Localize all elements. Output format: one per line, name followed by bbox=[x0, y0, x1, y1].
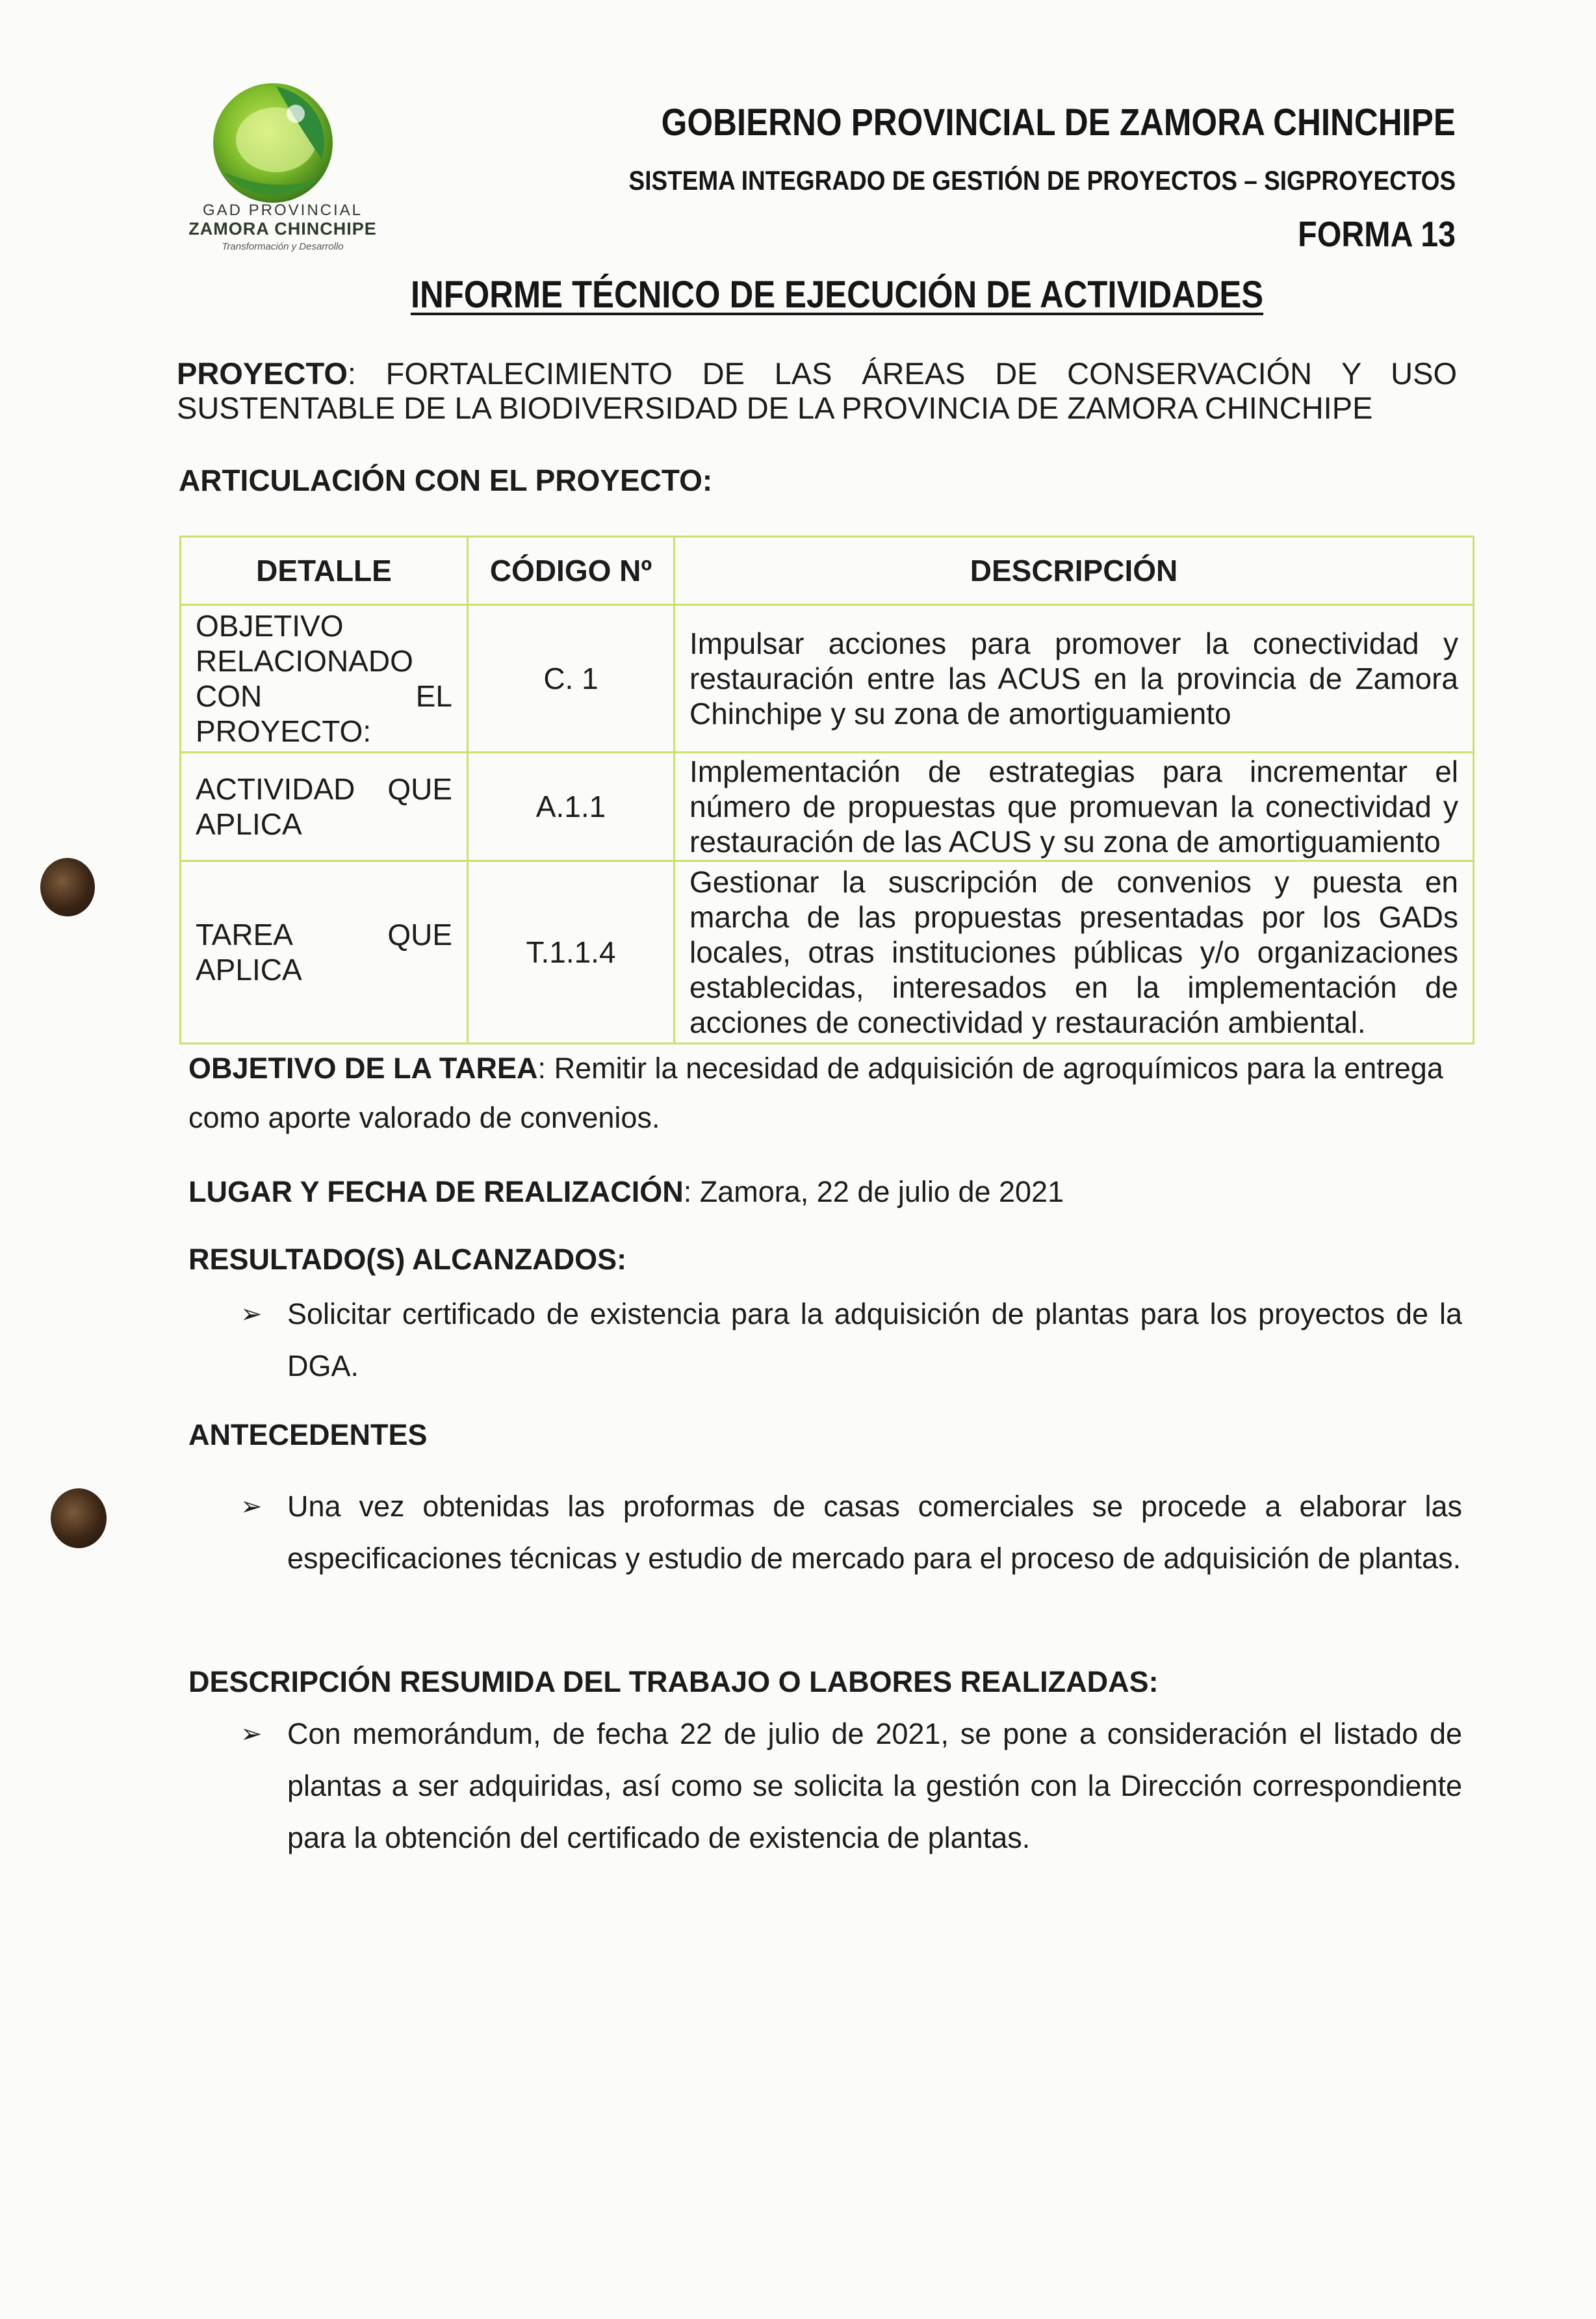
list-item bbox=[240, 1481, 1462, 1585]
header-description: DESCRIPCIÓN bbox=[675, 537, 1474, 605]
project-label: PROYECTO bbox=[177, 356, 348, 391]
articulation-heading: ARTICULACIÓN CON EL PROYECTO: bbox=[179, 463, 713, 497]
antecedents-heading: ANTECEDENTES bbox=[188, 1418, 428, 1451]
place-date-text: Zamora, 22 de julio de 2021 bbox=[699, 1175, 1064, 1208]
bullet-arrow-icon: ➢ bbox=[240, 1492, 263, 1521]
results-heading: RESULTADO(S) ALCANZADOS: bbox=[188, 1243, 627, 1276]
logo-text-gad: GAD PROVINCIAL bbox=[202, 201, 363, 219]
row-description: Impulsar acciones para promover la conectividad y restauración entre las ACUS en la provincia de Zamora Chinchipe y su zona de amortiguamiento bbox=[675, 605, 1474, 753]
binder-hole-bottom bbox=[51, 1488, 107, 1548]
logo-text-slogan: Transformación y Desarrollo bbox=[222, 241, 344, 252]
row-code: T.1.1.4 bbox=[468, 861, 675, 1044]
work-description-heading: DESCRIPCIÓN RESUMIDA DEL TRABAJO O LABORES REALIZADAS: bbox=[188, 1665, 1159, 1698]
task-objective: OBJETIVO DE LA TAREA: Remitir la necesidad de adquisición de agroquímicos para la entrega como aporte valorado de convenios. bbox=[188, 1052, 1443, 1134]
header-code: CÓDIGO Nº bbox=[468, 537, 675, 605]
bullet-arrow-icon: ➢ bbox=[240, 1720, 263, 1748]
row-detail: TAREA QUE APLICA bbox=[181, 861, 468, 1044]
list-item bbox=[240, 1708, 1462, 1864]
table-header-row bbox=[181, 537, 1474, 605]
task-objective-text: Remitir la necesidad de adquisición de agroquímicos para la entrega como aporte valorado de convenios. bbox=[188, 1052, 1443, 1134]
articulation-table bbox=[179, 536, 1474, 1044]
table-row bbox=[181, 753, 1474, 861]
report-title: INFORME TÉCNICO DE EJECUCIÓN DE ACTIVIDADES bbox=[411, 274, 1264, 316]
result-text: Solicitar certificado de existencia para la adquisición de plantas para los proyectos de la DGA. bbox=[287, 1297, 1462, 1382]
gad-logo bbox=[175, 75, 390, 270]
bullet-arrow-icon: ➢ bbox=[240, 1300, 263, 1328]
task-objective-label: OBJETIVO DE LA TAREA bbox=[188, 1052, 538, 1085]
work-description-text: Con memorándum, de fecha 22 de julio de 2021, se pone a consideración el listado de plantas a ser adquiridas, así como se solicita la gestión con la Dirección correspondiente para la obtención del certificado de existencia de plantas. bbox=[287, 1717, 1462, 1854]
place-date-label: LUGAR Y FECHA DE REALIZACIÓN bbox=[188, 1175, 684, 1208]
list-item bbox=[240, 1288, 1462, 1392]
row-description: Gestionar la suscripción de convenios y puesta en marcha de las propuestas presentadas por los GADs locales, otras instituciones públicas y/o organizaciones establecidas, interesados en la implementación de acciones de conectividad y restauración ambiental. bbox=[675, 861, 1474, 1044]
antecedent-text: Una vez obtenidas las proformas de casas comerciales se procede a elaborar las especificaciones técnicas y estudio de mercado para el proceso de adquisición de plantas. bbox=[287, 1490, 1462, 1575]
system-title: SISTEMA INTEGRADO DE GESTIÓN DE PROYECTOS – SIGPROYECTOS bbox=[628, 165, 1456, 196]
form-number: FORMA 13 bbox=[1298, 214, 1456, 254]
logo-text-province: ZAMORA CHINCHIPE bbox=[188, 219, 377, 239]
row-code: A.1.1 bbox=[468, 753, 675, 861]
row-detail: ACTIVIDAD QUE APLICA bbox=[181, 753, 468, 861]
table-row bbox=[181, 861, 1474, 1044]
place-date: LUGAR Y FECHA DE REALIZACIÓN: Zamora, 22 de julio de 2021 bbox=[188, 1175, 1064, 1208]
row-detail: OBJETIVO RELACIONADO CON EL PROYECTO: bbox=[181, 605, 468, 753]
table-row bbox=[181, 605, 1474, 753]
header-detail: DETALLE bbox=[181, 537, 468, 605]
project-paragraph: PROYECTO: FORTALECIMIENTO DE LAS ÁREAS DE CONSERVACIÓN Y USO SUSTENTABLE DE LA BIODIVERSIDAD DE LA PROVINCIA DE ZAMORA CHINCHIPE bbox=[177, 356, 1457, 425]
row-code: C. 1 bbox=[468, 605, 675, 753]
binder-hole-top bbox=[40, 858, 95, 916]
row-description: Implementación de estrategias para incrementar el número de propuestas que promuevan la conectividad y restauración de las ACUS y su zona de amortiguamiento bbox=[675, 753, 1474, 861]
project-name: FORTALECIMIENTO DE LAS ÁREAS DE CONSERVACIÓN Y USO SUSTENTABLE DE LA BIODIVERSIDAD DE LA PROVINCIA DE ZAMORA CHINCHIPE bbox=[177, 356, 1457, 425]
government-title: GOBIERNO PROVINCIAL DE ZAMORA CHINCHIPE bbox=[661, 101, 1456, 144]
